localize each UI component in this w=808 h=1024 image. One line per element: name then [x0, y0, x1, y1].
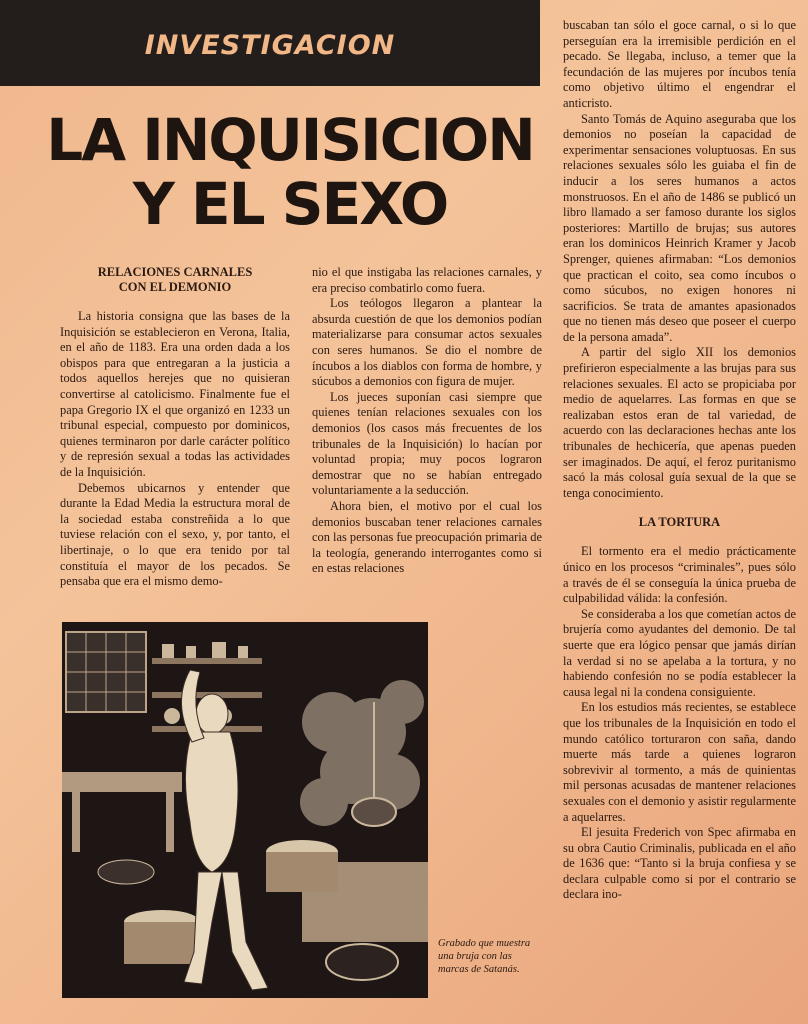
column-c [563, 18, 796, 903]
paragraph: Se consideraba a los que cometían actos de brujería como ayudantes del demonio. De tal suerte que era lógico pensar que jamás dirían la verdad si no se apelaba a la tortura, y no habiendo confesión no se podía establecer la causa legal ni la condena consiguiente. [563, 606, 796, 699]
engraving-image [62, 622, 428, 998]
paragraph: Los jueces suponían casi siempre que quienes tenían relaciones sexuales con los demonios (los casos más frecuentes de los tribunales de la Inquisición) lo hacían por voluntad propia; muy pocos lograron demostrar que no se habían entregado voluntariamente a la seducción. [312, 389, 542, 498]
paragraph: Los teólogos llegaron a plantear la absurda cuestión de que los demonios podían materializarse para consumar actos sexuales con seres humanos. Se dio el nombre de íncubos a los diablos con forma de hombre, y súcubos a demonios con figura de mujer. [312, 296, 542, 389]
section-banner [0, 0, 540, 86]
paragraph: nio el que instigaba las relaciones carnales, y era preciso combatirlo como fuera. [312, 265, 542, 295]
paragraph: Santo Tomás de Aquino aseguraba que los demonios no poseían la capacidad de experimentar sensaciones voluptuosas. En sus relaciones sexuales sólo les guiaba el fin de inducir a los seres humanos a actos monstruosos. En el año de 1486 se publicó un libro llamado a ser famoso durante los siglos posteriores: Martillo de brujas; sus autores eran los dominicos Heinrich Kramer y Jacob Sprenger, quienes afirmaban: “Los demonios que practican el coito, sea como íncubos o como súcubos, no exigen honores ni sacrificios. Se trata de amantes apasionados que no tienen más deseo que poseer el cuerpo de la persona amada”. [563, 111, 796, 344]
paragraph: En los estudios más recientes, se establece que los tribunales de la Inquisición en todo el mundo católico torturaron con saña, dando muerte más tarde a quienes lograron sobrevivir al tormento, a más de quinientas mil personas acusadas de mantener relaciones sexuales con el demonio y asistir regularmente a aquelarres. [563, 700, 796, 824]
section-label: INVESTIGACION [144, 30, 396, 61]
subhead-relaciones [60, 265, 290, 295]
headline-line-1: LA INQUISICION [46, 106, 534, 174]
article-headline [40, 108, 540, 236]
paragraph: A partir del siglo XII los demonios prefirieron especialmente a las brujas para sus relaciones sexuales. El acto se propiciaba por medio de aquelarres. Las formas en que se realizaban estos eran de tal variedad, de acuerdo con las declaraciones hechas ante los tribunales de hechicería, que apenas pueden ser imaginados. De aquí, el feroz puritanismo sacó la más colosal guía sexual de la que se tenga conocimiento. [563, 345, 796, 500]
paragraph: buscaban tan sólo el goce carnal, o si lo que perseguían era la irremisible perdición en el pecado. Se llegaba, incluso, a temer que la fecundación de las mujeres por íncubos tenía como objetivo último el engendrar el anticristo. [563, 18, 796, 110]
subhead-tortura: LA TORTURA [638, 515, 721, 530]
subhead-line-1: RELACIONES CARNALES [97, 265, 253, 279]
column-a [60, 265, 290, 590]
headline-line-2: Y EL SEXO [132, 170, 448, 238]
woodcut-illustration [62, 622, 428, 998]
paragraph: El tormento era el medio prácticamente único en los procesos “criminales”, pues sólo a través de él se conseguía la única prueba de culpabilidad válida: la confesión. [563, 544, 796, 606]
column-b [312, 265, 542, 577]
paragraph: Debemos ubicarnos y entender que durante la Edad Media la estructura moral de la sociedad estaba constreñida a lo que tuviese relación con el sexo, y, por tanto, el libertinaje, o lo que era tenido por tal constituía el mayor de los pecados. Se pensaba que era el mismo demo- [60, 480, 290, 589]
paragraph: Ahora bien, el motivo por el cual los demonios buscaban tener relaciones carnales con las personas fue preocupación primaria de la teología, generando interrogantes como si en estas relaciones [312, 498, 542, 576]
paragraph: La historia consigna que las bases de la Inquisición se establecieron en Verona, Italia, en el año de 1183. Era una orden dada a los obispos para que entregaran a la justicia a todos aquellos herejes que no quisieran convertirse al catolicismo. Finalmente fue el papa Gregorio IX el que organizó en 1233 un tribunal especial, compuesto por dominicos, quienes terminaron por darle carácter político y de represión sexual a todas las actividades de la Inquisición. [60, 309, 290, 479]
illustration-caption: Grabado que muestra una bruja con las marcas de Satanás. [438, 938, 531, 975]
subhead-line-2: CON EL DEMONIO [118, 280, 232, 294]
paragraph: El jesuita Frederich von Spec afirmaba en su obra Cautio Criminalis, publicada en el año de 1636 que: “Tanto si la bruja confiesa y se declara culpable como si por el contrario se declara ino- [563, 825, 796, 902]
